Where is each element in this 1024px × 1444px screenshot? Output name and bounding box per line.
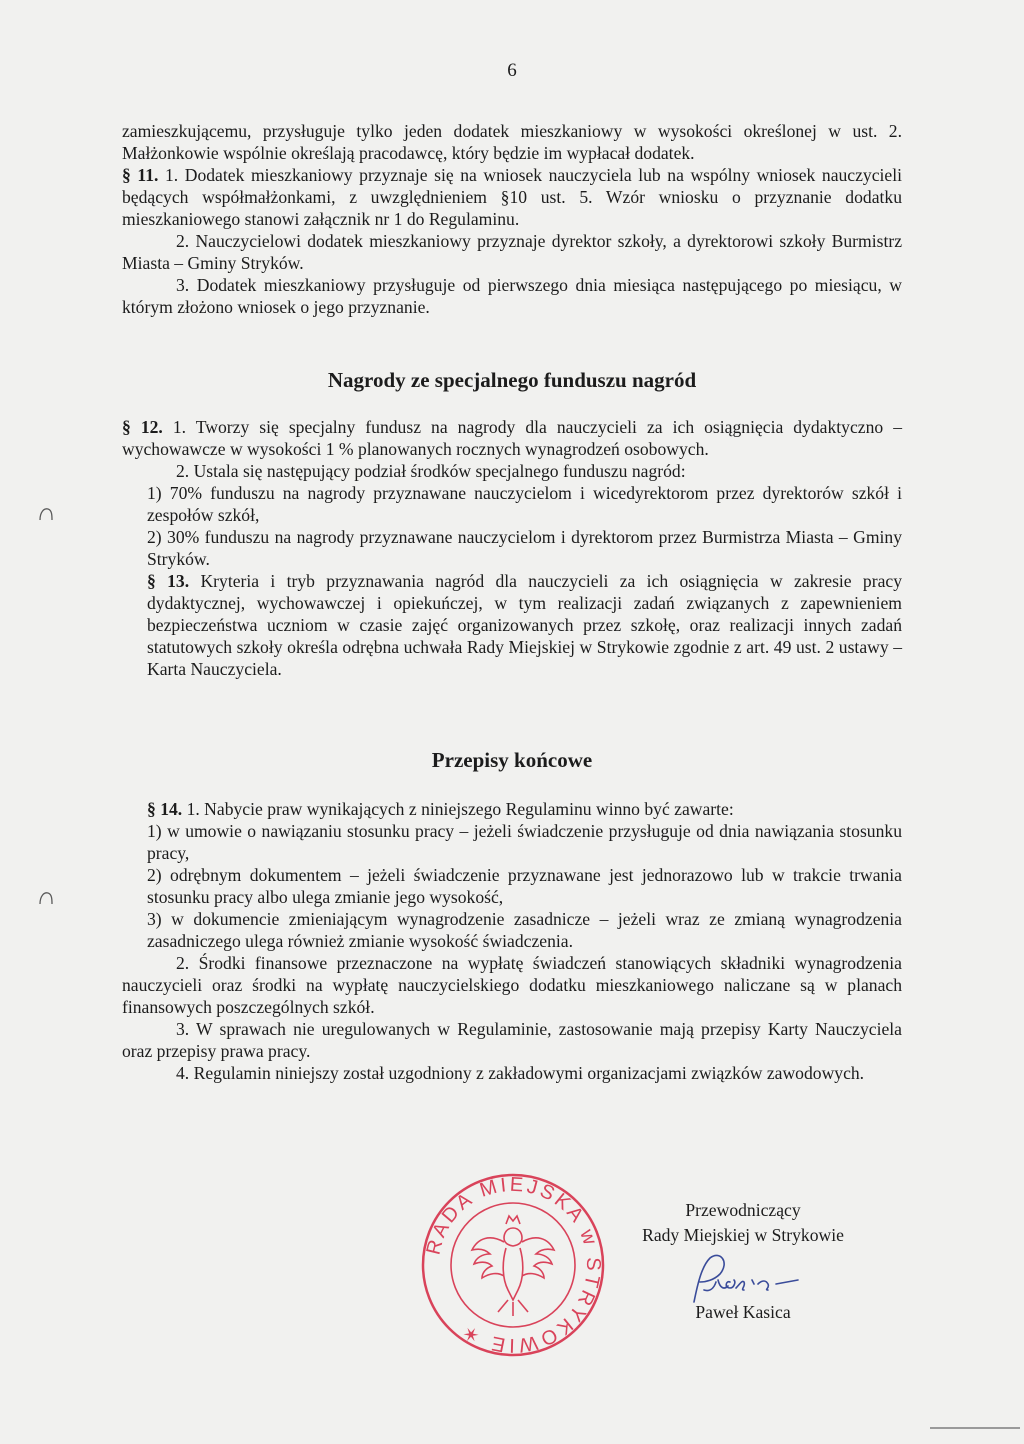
paragraph-section-14-4: 4. Regulamin niniejszy został uzgodniony z zakładowymi organizacjami związków zawodowych. (176, 1063, 865, 1083)
heading-awards: Nagrody ze specjalnego funduszu nagród (327, 368, 697, 392)
paragraph-text: Kryteria i tryb przyznawania nagród dla nauczycieli za ich osiągnięcia w zakresie pracy dydaktycznej, wychowawczej i opiekuńczej, w tym realizacji zadań związanych z zapewnieniem bezpieczeństwa uczniom w czasie zajęć organizowanych przez szkołę, oraz realizacji innych zadań statutowych szkoły określa odrębna uchwała Rady Miejskiej w Strykowie zgodnie z art. 49 ust. 2 ustawy – Karta Nauczyciela. (147, 571, 903, 679)
section-final-provisions (122, 798, 902, 1084)
section-housing-allowance (122, 120, 902, 318)
signatory-body: Rady Miejskiej w Strykowie (642, 1225, 844, 1245)
paragraph-section-14-2: 2. Środki finansowe przeznaczone na wypłatę świadczeń stanowiących składniki wynagrodzenia nauczycieli oraz środki na wypłatę nauczycielskiego dodatku mieszkaniowego naliczane są w planach finansowych poszczególnych szkół. (122, 953, 902, 1017)
page-edge-line (930, 1427, 1020, 1429)
list-item-30: 2) 30% funduszu na nagrody przyznawane nauczycielom i dyrektorom przez Burmistrza Miasta – Gminy Stryków. (147, 527, 902, 569)
paragraph-section-11-3: 3. Dodatek mieszkaniowy przysługuje od pierwszego dnia miesiąca następującego po miesiącu, w którym złożono wniosek o jego przyznanie. (122, 275, 902, 317)
paragraph-text: 1. Nabycie praw wynikających z niniejszego Regulaminu winno być zawarte: (182, 799, 734, 819)
paragraph-section-12 (122, 416, 902, 460)
paragraph-continuation: zamieszkującemu, przysługuje tylko jeden dodatek mieszkaniowy w wysokości określonej w ust. 2. Małżonkowie wspólnie określają pracodawcę, który będzie im wypłacał dodatek. (122, 121, 902, 163)
page-number: 6 (507, 60, 517, 81)
paragraph-section-12-2: 2. Ustala się następujący podział środków specjalnego funduszu nagród: (176, 461, 686, 481)
punch-hole-icon (38, 506, 54, 522)
paragraph-section-11-2: 2. Nauczycielowi dodatek mieszkaniowy przyznaje dyrektor szkoły, a dyrektorowi szkoły Burmistrz Miasta – Gminy Stryków. (122, 231, 902, 273)
list-item-3: 3) w dokumencie zmieniającym wynagrodzenie zasadnicze – jeżeli wraz ze zmianą wynagrodzenia zasadniczego ulega również zmianie wysokość świadczenia. (147, 909, 902, 951)
section-mark: § 13. (147, 571, 190, 591)
section-awards (122, 416, 902, 680)
signatory-name: Paweł Kasica (695, 1302, 791, 1322)
paragraph-section-13 (122, 570, 902, 680)
handwritten-signature-icon (680, 1252, 830, 1312)
council-seal-icon (418, 1170, 608, 1360)
paragraph-section-14 (122, 798, 902, 820)
paragraph-text: 1. Tworzy się specjalny fundusz na nagrody dla nauczycieli za ich osiągnięcia dydaktyczno – wychowawcze w wysokości 1 % planowanych rocznych wynagrodzeń osobowych. (122, 417, 903, 459)
list-item-2: 2) odrębnym dokumentem – jeżeli świadczenie przyznawane jest jednorazowo lub w trakcie trwania stosunku pracy albo ulega zmianie jego wysokość, (147, 865, 902, 907)
paragraph-text: 1. Dodatek mieszkaniowy przyznaje się na wniosek nauczyciela lub na wspólny wniosek nauczycieli będących współmałżonkami, z uwzględnieniem §10 ust. 5. Wzór wniosku o przyznanie dodatku mieszkaniowego stanowi załącznik nr 1 do Regulaminu. (122, 165, 903, 229)
paragraph-section-11 (122, 164, 902, 230)
paragraph-section-14-3: 3. W sprawach nie uregulowanych w Regulaminie, zastosowanie mają przepisy Karty Nauczyciela oraz przepisy prawa pracy. (122, 1019, 902, 1061)
section-mark: § 11. (122, 165, 159, 185)
list-item-1: 1) w umowie o nawiązaniu stosunku pracy – jeżeli świadczenie przysługuje od dnia nawiązania stosunku pracy, (147, 821, 902, 863)
signatory-title: Przewodniczący (685, 1200, 801, 1220)
list-item-70: 1) 70% funduszu na nagrody przyznawane nauczycielom i wicedyrektorom przez dyrektorów szkół i zespołów szkół, (147, 483, 902, 525)
heading-final-provisions: Przepisy końcowe (431, 748, 593, 772)
section-mark: § 14. (147, 799, 183, 819)
section-mark: § 12. (122, 417, 163, 437)
punch-hole-icon (38, 890, 54, 906)
svg-text:RADA MIEJSKA w STRYKOWIE ✶: RADA MIEJSKA w STRYKOWIE ✶ (422, 1173, 605, 1357)
